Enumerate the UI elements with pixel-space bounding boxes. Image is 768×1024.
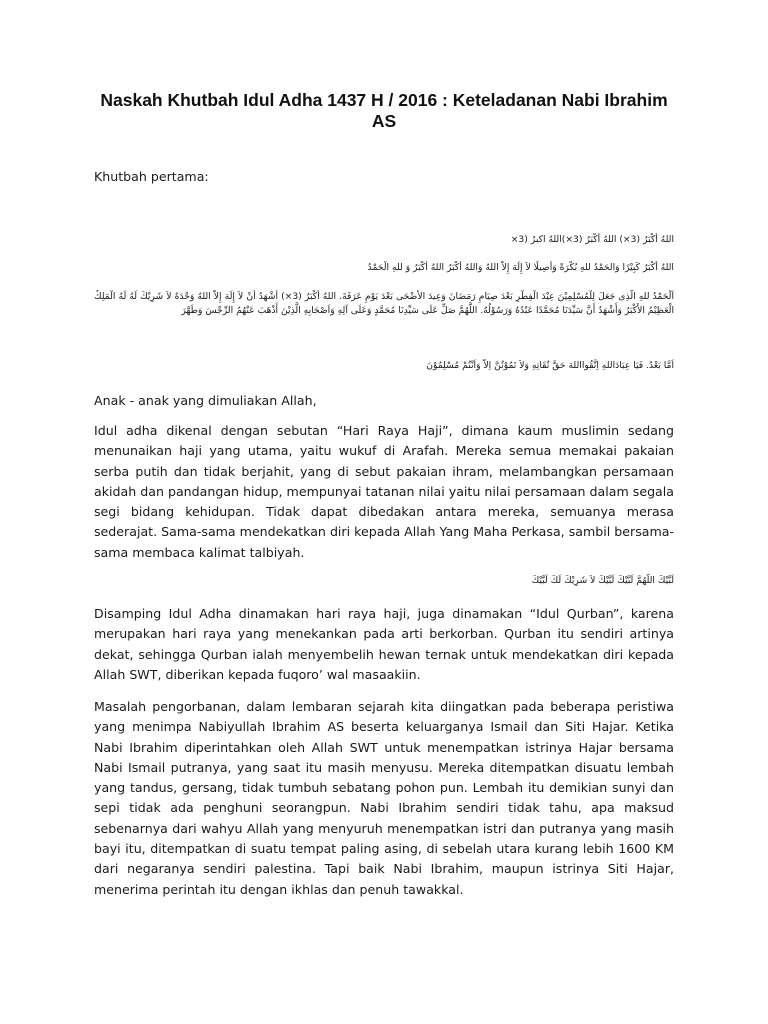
arabic-talbiyah-line: لَبَّيْكَ اللَّهُمَّ لَبَّيْكَ لَبَّيْكَ لاَ شَرِيْكَ لَكَ لَبَّيْكَ [531, 575, 674, 586]
paragraph-hari-raya-haji: Idul adha dikenal dengan sebutan “Hari Raya Haji”, dimana kaum muslimin sedang menunaikan haji yang utama, yaitu wukuf di Arafah. Mereka semua memakai pakaian serba putih dan tidak berjahit, yang di sebut pakaian ihram, melambangkan persamaan akidah dan pandangan hidup, mempunyai tatanan nilai yaitu nilai persamaan dalam segala segi bidang kehidupan. Tidak dapat dibedakan antara mereka, semuanya merasa sederajat. Sama-sama mendekatkan diri kepada Allah Yang Maha Perkasa, sambil bersama-sama membaca kalimat talbiyah. [94, 423, 674, 560]
page-title: Naskah Khutbah Idul Adha 1437 H / 2016 : Keteladanan Nabi Ibrahim AS [100, 90, 668, 131]
arabic-takbir-line: اللهُ أَكْبَرُ (3×) اللهُ أَكْبَرُ (3×)اللهُ اكبرُ (3× [510, 234, 674, 245]
section-heading: Khutbah pertama: [94, 169, 209, 184]
arabic-amma-badu-line: اَمَّا بَعْدُ. فَيَا عِبَادَاللهِ اِتَّقُوااللهَ حَقَّ تُقَاتِهِ وَلاَ تَمُوْتُنَّ اِلاَّ وَاَنْتُمْ مُسْلِمُوْنَ [426, 360, 674, 371]
arabic-takbir-kabira-line: اللهُ أَكْبَرُ كَبِيْرًا وَالحَمْدُ للهِ بُكْرَةً وَأَصِيلًا لاَ إِلَهَ إِلاَّ اللهُ وَاللهُ أَكْبَرُ اللهُ أَكْبَرُ وَ للهِ الْحَمْدُ [367, 262, 674, 273]
paragraph-pengorbanan: Masalah pengorbanan, dalam lembaran sejarah kita diingatkan pada beberapa peristiwa yang menimpa Nabiyullah Ibrahim AS beserta keluarganya Ismail dan Siti Hajar. Ketika Nabi Ibrahim diperintahkan oleh Allah SWT untuk menempatkan istrinya Hajar bersama Nabi Ismail putranya, yang saat itu masih menyusu. Mereka ditempatkan disuatu lembah yang tandus, gersang, tidak tumbuh sebatang pohon pun. Lembah itu demikian sunyi dan sepi tidak ada penghuni seorangpun. Nabi Ibrahim sendiri tidak tahu, apa maksud sebenarnya dari wahyu Allah yang menyuruh menempatkan istri dan putranya yang masih bayi itu, ditempatkan di suatu tempat paling asing, di sebelah utara kurang lebih 1600 KM dari negaranya sendiri palestina. Tapi baik Nabi Ibrahim, maupun istrinya Siti Hajar, menerima perintah itu dengan ikhlas dan penuh tawakkal. [94, 699, 674, 897]
greeting-line: Anak - anak yang dimuliakan Allah, [94, 393, 317, 408]
arabic-hamdalah-paragraph: اَلْحَمْدُ للهِ الَّذِى جَعَلَ لِلْمُسْلِمِيْنَ عِيْدَ الْفِطْرِ بَعْدَ صِيَامِ رَمَضَانَ وَعِيدَ الأَضْحَى بَعْدَ يَوْمِ عَرَفَةَ. اللهُ أَكْبَرُ (3×) أَشْهَدُ أَنْ لاَ إِلَهَ إِلاَّ اللهُ وَحْدَهُ لاَ شَرِيْكَ لَهُ لَهُ الْمَلِكُ الْعَظِيْمُ الأَكْبَرُ وَأَشْهَدُ أَنَّ سَيِّدَنَا مُحَمَّدًا عَبْدُهُ وَرَسُوْلُهُ. اللَّهُمَّ صَلِّ عَلَى سَيِّدِنَا مُحَمَّدٍ وَعَلَى آلِهِ وَاَصْحَابِهِ الَّذِيْنَ أَذْهَبَ عَنْهُمُ الرِّجْسَ وَطَهَّرَ [94, 291, 674, 316]
paragraph-idul-qurban: Disamping Idul Adha dinamakan hari raya haji, juga dinamakan “Idul Qurban”, karena merupakan hari raya yang menekankan pada arti berkorban. Qurban itu sendiri artinya dekat, sehingga Qurban ialah menyembelih hewan ternak untuk mendekatkan diri kepada Allah SWT, diberikan kepada fuqoro’ wal masaakiin. [94, 606, 674, 682]
